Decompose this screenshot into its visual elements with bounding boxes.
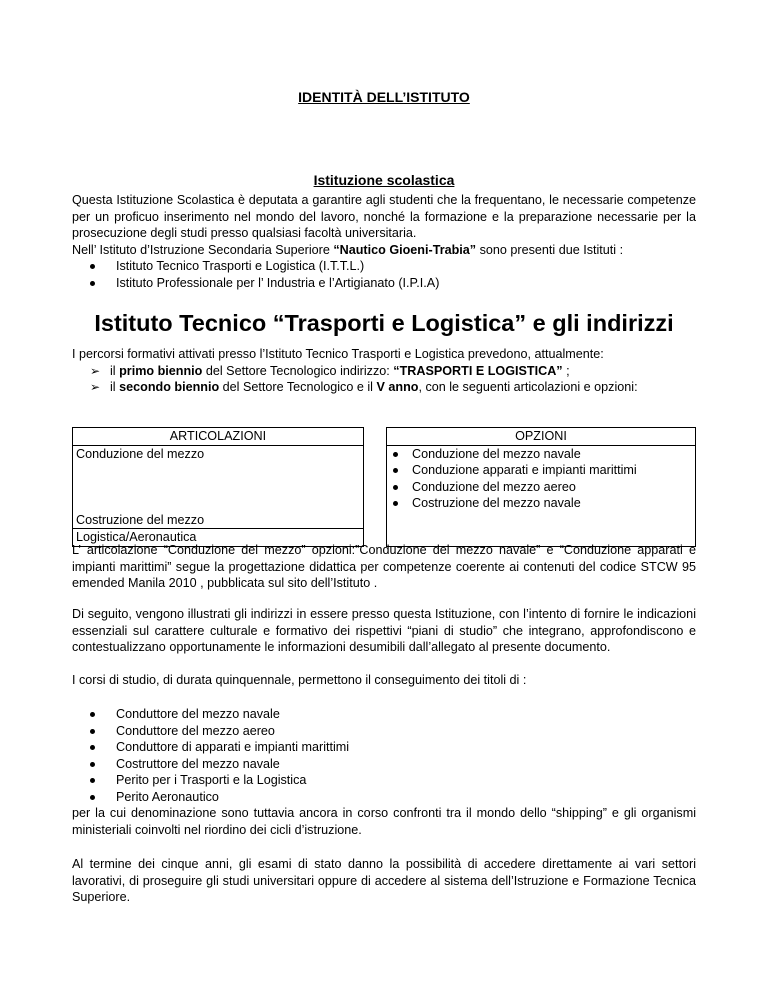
list-item: Conduzione apparati e impianti marittimi [390,462,692,479]
section-indirizzi-body [72,346,696,396]
list-item: Istituto Professionale per l’ Industria e l’Artigianato (I.P.I.A) [72,275,696,292]
list-item: Perito per i Trasporti e la Logistica [72,772,696,789]
section-heading-istituzione: Istituzione scolastica [313,172,455,188]
page-title: IDENTITÀ DELL’ISTITUTO [298,89,470,105]
bienni-list [72,363,696,396]
list-item: Conduttore di apparati e impianti marittimi [72,739,696,756]
table-cell: Costruzione del mezzo [73,512,364,529]
list-item: Conduzione del mezzo aereo [390,479,692,496]
paragraph-termine: Al termine dei cinque anni, gli esami di stato danno la possibilità di accedere direttamente ai vari settori lavorativi, di proseguire gli studi universitari oppure di accedere al sistema dell’Istruzione e Formazione Tecnica Superiore. [72,857,696,904]
list-item: ➢ il secondo biennio del Settore Tecnologico e il V anno, con le seguenti articolazioni e opzioni: [72,379,696,396]
articolazioni-table [72,427,696,547]
table-cell-opzioni [387,445,696,546]
institutes-list [72,258,696,291]
table-cell: Conduzione del mezzo [73,445,364,512]
paragraph-corsi: I corsi di studio, di durata quinquennale, permettono il conseguimento dei titoli di : [72,673,527,687]
section-heading-istituto-tecnico: Istituto Tecnico “Trasporti e Logistica” e gli indirizzi [94,310,674,336]
school-name: “Nautico Gioeni-Trabia” [333,242,477,257]
paragraph-istituti-intro: Nell’ Istituto d’Istruzione Secondaria Superiore “Nautico Gioeni-Trabia” sono presenti due Istituti : [72,242,624,257]
list-item: Istituto Tecnico Trasporti e Logistica (I.T.T.L.) [72,258,696,275]
paragraph-percorsi: I percorsi formativi attivati presso l’Istituto Tecnico Trasporti e Logistica prevedono, attualmente: [72,347,604,361]
titoli-block [72,706,696,838]
paragraph-istituzione: Questa Istituzione Scolastica è deputata a garantire agli studenti che la frequentano, le necessarie competenze per un proficuo inserimento nel mondo del lavoro, nonché la formazione e la preparazione necessarie per la prosecuzione degli studi presso qualsiasi facoltà universitaria. [72,193,696,240]
list-item: Costruttore del mezzo navale [72,756,696,773]
section-istituzione-body [72,192,696,291]
list-item: Costruzione del mezzo navale [390,495,692,512]
paragraph-seguito: Di seguito, vengono illustrati gli indirizzi in essere presso questa Istituzione, con l’intento di fornire le indicazioni essenziali sul carattere culturale e formativo dei rispettivi “piani di studio” che integrano, approfondiscono e contestualizzano opportunamente le informazioni desumibili dall’allegato al presente documento. [72,607,696,654]
list-item: ➢ il primo biennio del Settore Tecnologico indirizzo: “TRASPORTI E LOGISTICA” ; [72,363,696,380]
table-cell: Logistica/Aeronautica [73,529,364,547]
table-header-articolazioni: ARTICOLAZIONI [73,428,364,446]
table-header-opzioni: OPZIONI [387,428,696,446]
list-item: Conduttore del mezzo aereo [72,723,696,740]
list-item: Conduzione del mezzo navale [390,446,692,463]
table-header-row [73,428,696,446]
paragraph-stcw: L’ articolazione “Conduzione del mezzo” opzioni:”Conduzione del mezzo navale” e “Conduzione apparati e impianti marittimi” segue la progettazione didattica per competenze coerente ai contenuti del codice STCW 95 emended Manila 2010 , pubblicata sul sito dell’Istituto . [72,543,696,590]
table-row [73,445,696,512]
list-item: Conduttore del mezzo navale [72,706,696,723]
paragraph-denominazione: per la cui denominazione sono tuttavia ancora in corso confronti tra il mondo dello “shipping” e gli organismi ministeriali coinvolti nel riordino dei cicli d’istruzione. [72,806,696,837]
opzioni-list [390,446,692,512]
titoli-list [72,706,696,805]
list-item: Perito Aeronautico [72,789,696,806]
